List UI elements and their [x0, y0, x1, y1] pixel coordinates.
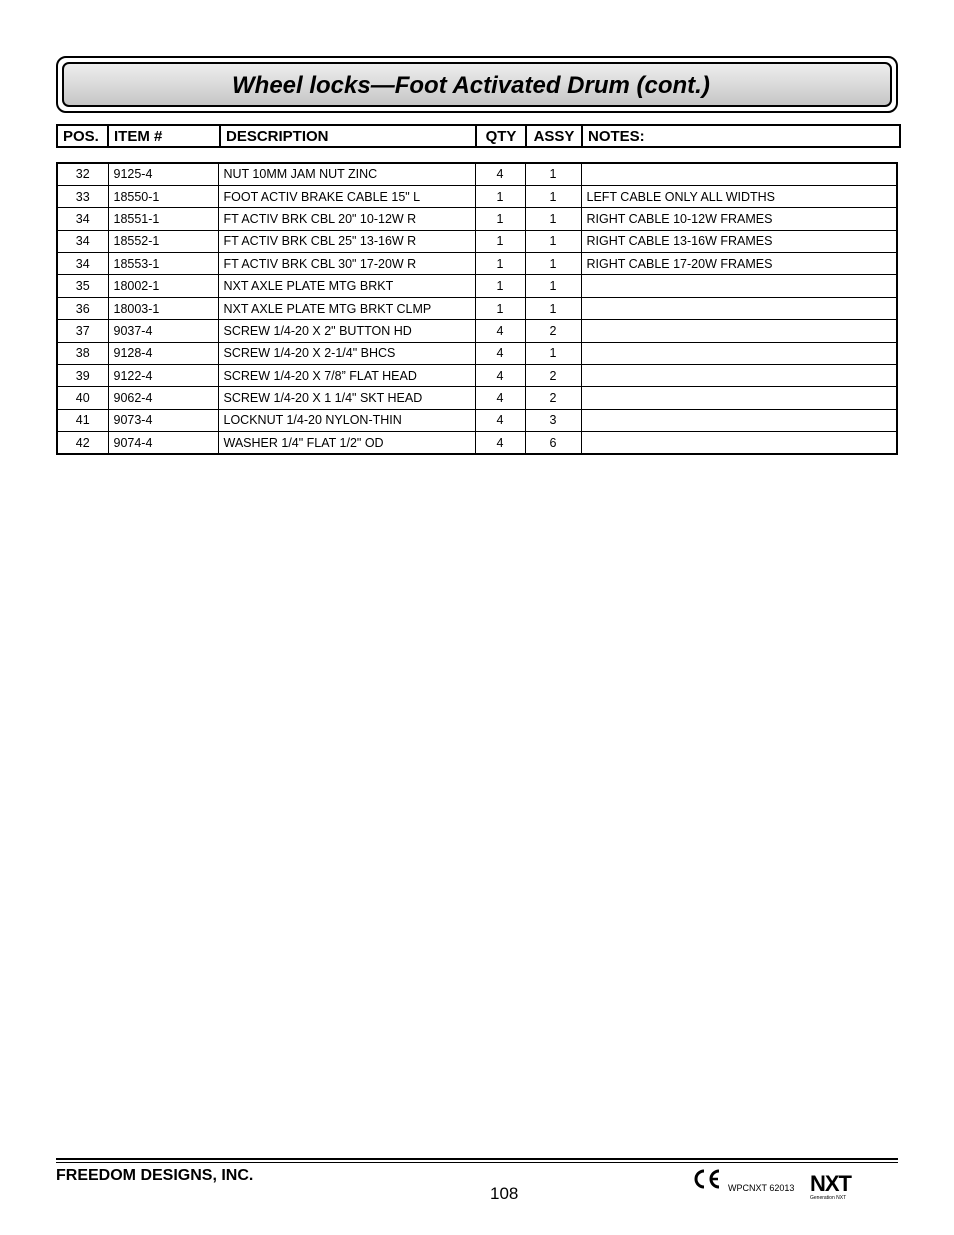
table-row [57, 275, 897, 297]
cell-description: LOCKNUT 1/4-20 NYLON-THIN [218, 409, 475, 431]
cell-pos: 34 [57, 230, 108, 252]
cell-pos: 39 [57, 365, 108, 387]
cell-qty: 4 [475, 342, 525, 364]
header-notes: NOTES: [582, 125, 900, 147]
table-row [57, 185, 897, 207]
table-row [57, 320, 897, 342]
header-qty: QTY [476, 125, 526, 147]
cell-item: 9037-4 [108, 320, 218, 342]
cell-notes [581, 297, 897, 319]
page-number: 108 [490, 1184, 519, 1203]
cell-assy: 1 [525, 185, 581, 207]
footer-rule-thin [56, 1162, 898, 1163]
cell-item: 18553-1 [108, 253, 218, 275]
cell-qty: 1 [475, 230, 525, 252]
table-row [57, 409, 897, 431]
nxt-logo-subtext: Generation NXT [810, 1195, 847, 1201]
cell-notes: RIGHT CABLE 17-20W FRAMES [581, 253, 897, 275]
cell-qty: 4 [475, 163, 525, 185]
cell-notes [581, 320, 897, 342]
table-row [57, 253, 897, 275]
cell-notes [581, 387, 897, 409]
cell-item: 9074-4 [108, 432, 218, 454]
cell-assy: 2 [525, 387, 581, 409]
cell-description: NUT 10MM JAM NUT ZINC [218, 163, 475, 185]
cell-description: FT ACTIV BRK CBL 30" 17-20W R [218, 253, 475, 275]
table-row [57, 342, 897, 364]
cell-notes [581, 432, 897, 454]
ce-mark-icon [692, 1168, 722, 1190]
cell-pos: 34 [57, 253, 108, 275]
title-banner [56, 56, 898, 113]
cell-description: FOOT ACTIV BRAKE CABLE 15" L [218, 185, 475, 207]
cell-assy: 1 [525, 297, 581, 319]
table-row [57, 297, 897, 319]
cell-qty: 1 [475, 208, 525, 230]
cell-description: SCREW 1/4-20 X 2-1/4" BHCS [218, 342, 475, 364]
document-code: WPCNXT 62013 [728, 1183, 795, 1193]
cell-assy: 2 [525, 365, 581, 387]
cell-description: SCREW 1/4-20 X 1 1/4" SKT HEAD [218, 387, 475, 409]
cell-item: 18551-1 [108, 208, 218, 230]
cell-qty: 4 [475, 387, 525, 409]
cell-pos: 34 [57, 208, 108, 230]
cell-qty: 4 [475, 409, 525, 431]
cell-notes: RIGHT CABLE 13-16W FRAMES [581, 230, 897, 252]
cell-pos: 42 [57, 432, 108, 454]
cell-assy: 1 [525, 208, 581, 230]
cell-notes: RIGHT CABLE 10-12W FRAMES [581, 208, 897, 230]
cell-pos: 36 [57, 297, 108, 319]
header-assy: ASSY [526, 125, 582, 147]
parts-table-body [57, 163, 897, 454]
table-row [57, 365, 897, 387]
page-title: Wheel locks—Foot Activated Drum (cont.) [232, 72, 710, 99]
cell-qty: 4 [475, 432, 525, 454]
header-pos: POS. [57, 125, 108, 147]
company-name: FREEDOM DESIGNS, INC. [56, 1167, 254, 1184]
header-row [57, 125, 900, 147]
nxt-logo-text: NXT [810, 1171, 851, 1196]
cell-description: FT ACTIV BRK CBL 25" 13-16W R [218, 230, 475, 252]
parts-table-header [56, 124, 901, 148]
cell-qty: 1 [475, 275, 525, 297]
cell-assy: 3 [525, 409, 581, 431]
cell-assy: 1 [525, 163, 581, 185]
cell-description: SCREW 1/4-20 X 2" BUTTON HD [218, 320, 475, 342]
cell-notes [581, 342, 897, 364]
table-row [57, 432, 897, 454]
cell-item: 9125-4 [108, 163, 218, 185]
table-row [57, 163, 897, 185]
title-banner-inner [62, 62, 892, 107]
cell-item: 18550-1 [108, 185, 218, 207]
cell-assy: 1 [525, 230, 581, 252]
cell-item: 9122-4 [108, 365, 218, 387]
cell-notes [581, 365, 897, 387]
cell-item: 9073-4 [108, 409, 218, 431]
cell-assy: 1 [525, 275, 581, 297]
cell-assy: 1 [525, 253, 581, 275]
cell-qty: 1 [475, 253, 525, 275]
cell-notes [581, 163, 897, 185]
cell-notes: LEFT CABLE ONLY ALL WIDTHS [581, 185, 897, 207]
header-description: DESCRIPTION [220, 125, 476, 147]
cell-pos: 37 [57, 320, 108, 342]
cell-assy: 2 [525, 320, 581, 342]
cell-pos: 41 [57, 409, 108, 431]
cell-notes [581, 275, 897, 297]
cell-pos: 40 [57, 387, 108, 409]
cell-pos: 38 [57, 342, 108, 364]
cell-assy: 1 [525, 342, 581, 364]
cell-item: 18003-1 [108, 297, 218, 319]
cell-assy: 6 [525, 432, 581, 454]
footer-rule [56, 1158, 898, 1160]
table-row [57, 208, 897, 230]
cell-description: FT ACTIV BRK CBL 20" 10-12W R [218, 208, 475, 230]
cell-item: 18002-1 [108, 275, 218, 297]
cell-qty: 4 [475, 320, 525, 342]
cell-description: NXT AXLE PLATE MTG BRKT CLMP [218, 297, 475, 319]
cell-qty: 1 [475, 297, 525, 319]
cell-description: WASHER 1/4" FLAT 1/2" OD [218, 432, 475, 454]
table-row [57, 387, 897, 409]
cell-item: 9128-4 [108, 342, 218, 364]
table-row [57, 230, 897, 252]
cell-item: 18552-1 [108, 230, 218, 252]
nxt-logo-icon [809, 1170, 857, 1202]
cell-item: 9062-4 [108, 387, 218, 409]
cell-qty: 1 [475, 185, 525, 207]
header-item: ITEM # [108, 125, 220, 147]
cell-pos: 33 [57, 185, 108, 207]
cell-description: SCREW 1/4-20 X 7/8” FLAT HEAD [218, 365, 475, 387]
cell-pos: 35 [57, 275, 108, 297]
cell-description: NXT AXLE PLATE MTG BRKT [218, 275, 475, 297]
parts-table [56, 162, 898, 455]
cell-notes [581, 409, 897, 431]
cell-pos: 32 [57, 163, 108, 185]
cell-qty: 4 [475, 365, 525, 387]
